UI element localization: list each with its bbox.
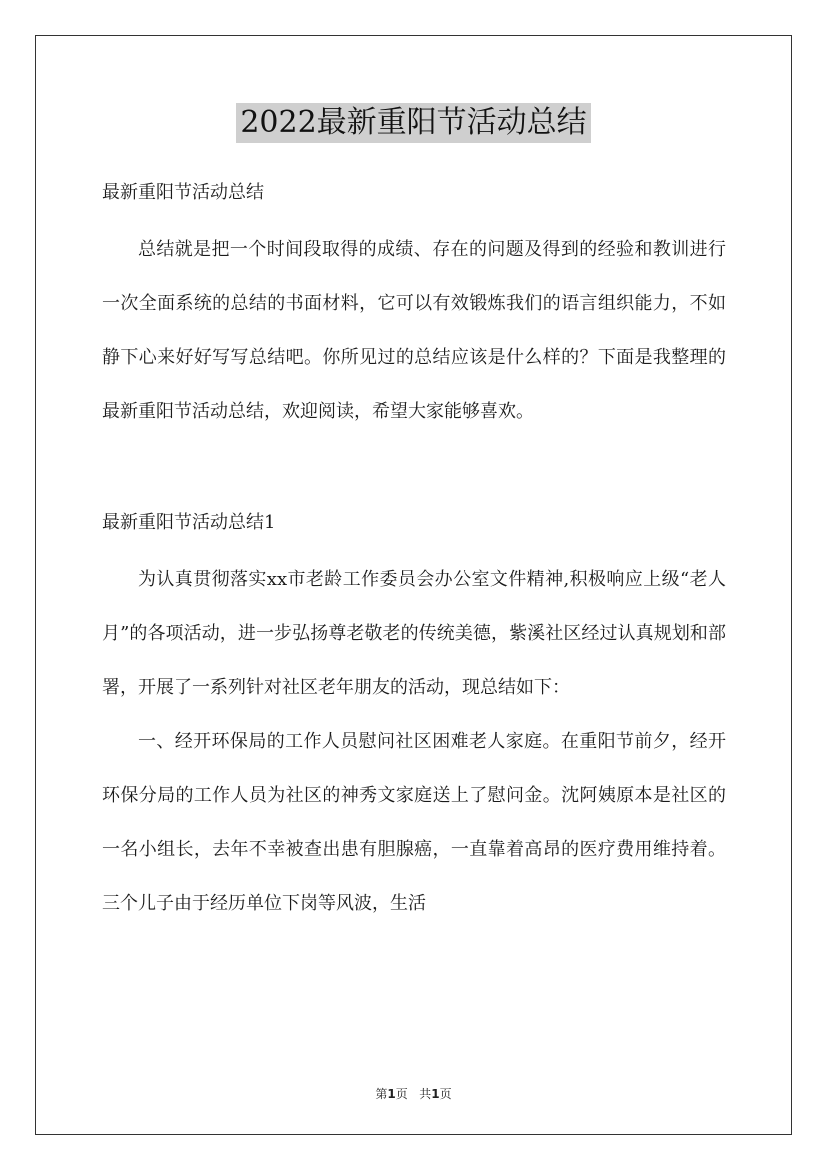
document-title: 2022最新重阳节活动总结	[236, 103, 590, 143]
page-prefix: 第	[375, 1087, 388, 1101]
intro-paragraph: 总结就是把一个时间段取得的成绩、存在的问题及得到的经验和教训进行一次全面系统的总结的书面材料，它可以有效锻炼我们的语言组织能力，不如静下心来好好写写总结吧。你所见过的总结应该是什么样的？下面是我整理的最新重阳节活动总结，欢迎阅读，希望大家能够喜欢。	[102, 239, 726, 422]
document-body	[102, 171, 726, 931]
section-paragraph-1: 为认真贯彻落实xx市老龄工作委员会办公室文件精神,积极响应上级“老人月”的各项活动，进一步弘扬尊老敬老的传统美德，紫溪社区经过认真规划和部署，开展了一系列针对社区老年朋友的活动，现总结如下：	[102, 569, 726, 698]
section-paragraph-2: 一、经开环保局的工作人员慰问社区困难老人家庭。在重阳节前夕，经开环保分局的工作人员为社区的神秀文家庭送上了慰问金。沈阿姨原本是社区的一名小组长，去年不幸被查出患有胆腺癌，一直靠着高昂的医疗费用维持着。三个儿子由于经历单位下岗等风波，生活	[102, 731, 726, 914]
total-suffix: 页	[439, 1087, 452, 1101]
title-container	[0, 103, 827, 143]
spacer	[102, 439, 726, 501]
total-pages: 1	[431, 1087, 440, 1101]
page-number: 1	[387, 1087, 396, 1101]
subtitle: 最新重阳节活动总结	[102, 182, 264, 203]
page-footer	[0, 1085, 827, 1102]
section-heading: 最新重阳节活动总结1	[102, 512, 276, 533]
total-prefix: 共	[419, 1087, 432, 1101]
page-suffix: 页	[395, 1087, 408, 1101]
